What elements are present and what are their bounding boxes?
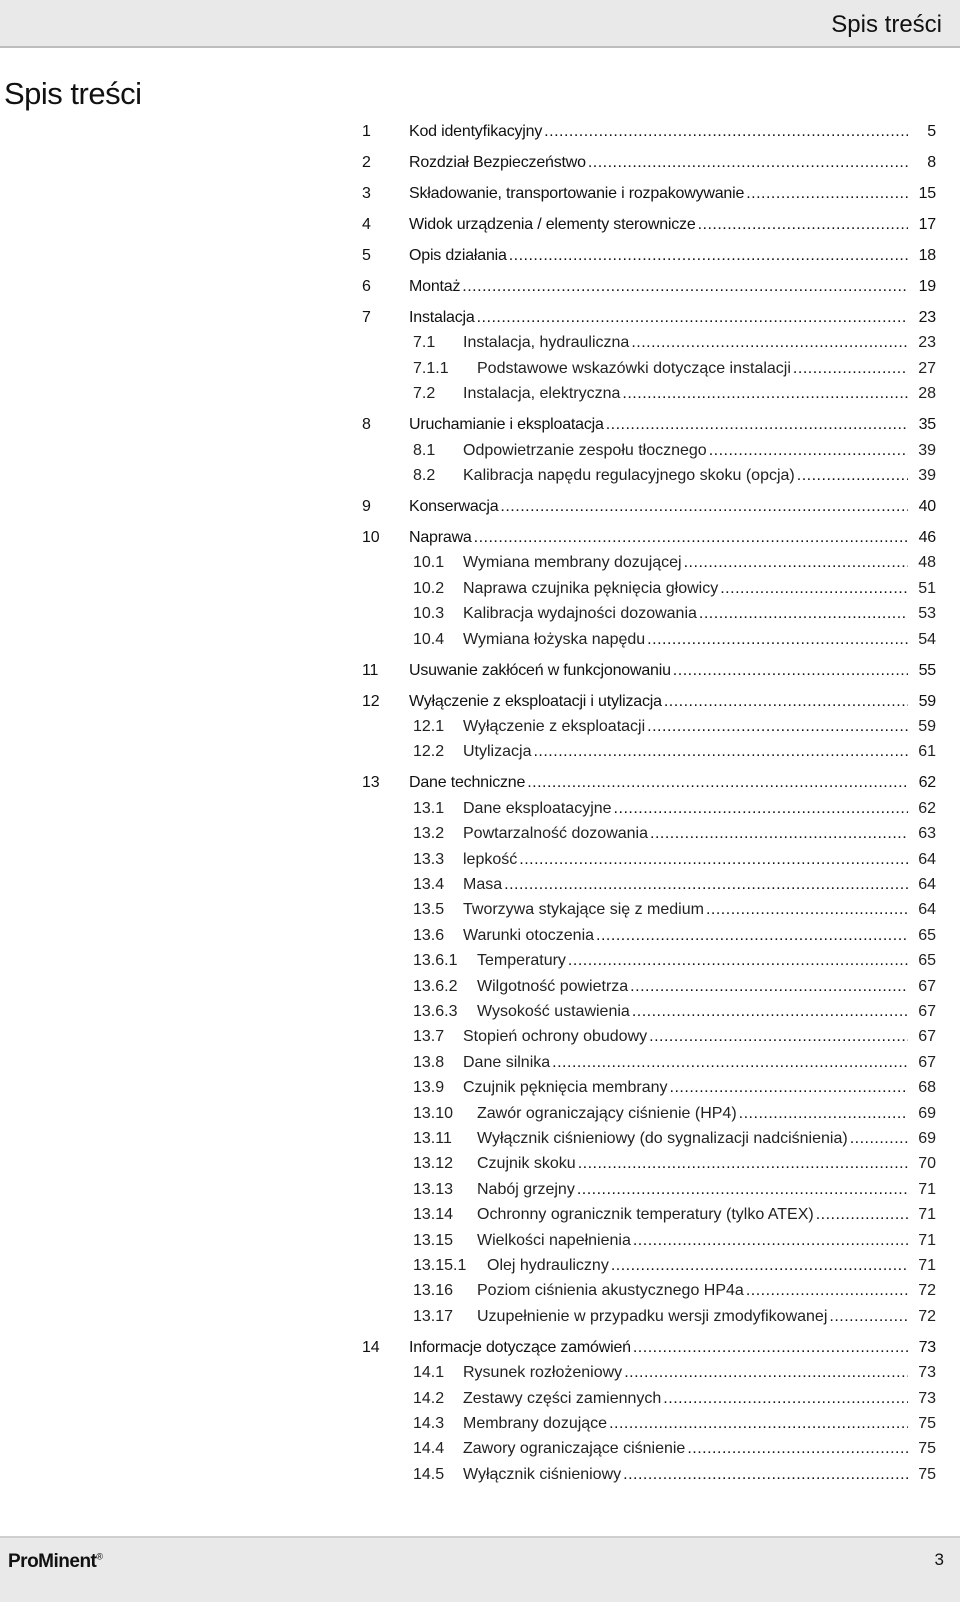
toc-entry-page: 67 bbox=[918, 1054, 936, 1071]
toc-entry-number: 12.1 bbox=[413, 718, 445, 735]
toc-entry[interactable] bbox=[362, 183, 936, 205]
toc-entry-number: 3 bbox=[362, 185, 371, 202]
toc-entry-title: Uzupełnienie w przypadku wersji zmodyfikowanej bbox=[477, 1308, 828, 1325]
dot-leader bbox=[670, 1077, 908, 1099]
toc-entry-page: 71 bbox=[918, 1232, 936, 1249]
toc-entry-number: 8 bbox=[362, 416, 371, 433]
toc-entry-page: 72 bbox=[918, 1308, 936, 1325]
toc-entry-title: Membrany dozujące bbox=[463, 1415, 608, 1432]
toc-entry[interactable] bbox=[362, 578, 936, 600]
dot-leader bbox=[588, 152, 908, 174]
toc-entry-title: Montaż bbox=[409, 278, 461, 295]
toc-entry[interactable] bbox=[362, 660, 936, 682]
toc-entry-number: 9 bbox=[362, 498, 371, 515]
toc-entry[interactable] bbox=[362, 1230, 936, 1252]
toc-entry-page: 69 bbox=[918, 1130, 936, 1147]
toc-entry[interactable] bbox=[362, 899, 936, 921]
toc-entry-title: Rysunek rozłożeniowy bbox=[463, 1364, 623, 1381]
toc-entry[interactable] bbox=[362, 496, 936, 518]
toc-entry-number: 13.15 bbox=[413, 1232, 454, 1249]
toc-entry-number: 14 bbox=[362, 1339, 380, 1356]
dot-leader bbox=[544, 121, 908, 143]
toc-entry[interactable] bbox=[362, 798, 936, 820]
dot-leader bbox=[663, 1388, 908, 1410]
toc-entry-page: 67 bbox=[918, 1003, 936, 1020]
toc-entry-number: 7.1 bbox=[413, 334, 436, 351]
toc-entry-number: 7.2 bbox=[413, 385, 436, 402]
toc-entry[interactable] bbox=[362, 358, 936, 380]
dot-leader bbox=[622, 383, 908, 405]
dot-leader bbox=[527, 772, 908, 794]
toc-entry-page: 28 bbox=[918, 385, 936, 402]
toc-entry-page: 62 bbox=[918, 774, 936, 791]
toc-entry-number: 13.10 bbox=[413, 1105, 454, 1122]
toc-entry-title: Kod identyfikacyjny bbox=[409, 123, 543, 140]
toc-entry-number: 13.15.1 bbox=[413, 1257, 467, 1274]
toc-entry-number: 13.1 bbox=[413, 800, 445, 817]
toc-entry-title: Naprawa bbox=[409, 529, 472, 546]
toc-entry-number: 13.6.3 bbox=[413, 1003, 458, 1020]
toc-entry[interactable] bbox=[362, 1128, 936, 1150]
dot-leader bbox=[552, 1052, 908, 1074]
toc-entry-title: Konserwacja bbox=[409, 498, 499, 515]
toc-entry-page: 65 bbox=[918, 952, 936, 969]
toc-entry-page: 67 bbox=[918, 1028, 936, 1045]
toc-entry-number: 2 bbox=[362, 154, 371, 171]
toc-entry-page: 27 bbox=[918, 360, 936, 377]
toc-entry-title: Dane eksploatacyjne bbox=[463, 800, 612, 817]
dot-leader bbox=[746, 183, 908, 205]
toc-entry[interactable] bbox=[362, 1204, 936, 1226]
dot-leader bbox=[664, 691, 908, 713]
dot-leader bbox=[606, 414, 908, 436]
toc-entry[interactable] bbox=[362, 245, 936, 267]
toc-entry[interactable] bbox=[362, 1052, 936, 1074]
dot-leader bbox=[631, 332, 908, 354]
dot-leader bbox=[462, 276, 908, 298]
toc-entry[interactable] bbox=[362, 691, 936, 713]
toc-entry-page: 73 bbox=[918, 1364, 936, 1381]
toc-entry-title: Odpowietrzanie zespołu tłocznego bbox=[463, 442, 707, 459]
toc-entry-title: Instalacja, elektryczna bbox=[463, 385, 621, 402]
toc-entry-page: 55 bbox=[918, 662, 936, 679]
dot-leader bbox=[500, 496, 908, 518]
toc-entry-title: Instalacja bbox=[409, 309, 475, 326]
dot-leader bbox=[684, 552, 908, 574]
toc-entry-title: Opis działania bbox=[409, 247, 507, 264]
toc-entry[interactable] bbox=[362, 976, 936, 998]
toc-entry-page: 18 bbox=[918, 247, 936, 264]
toc-entry-number: 14.5 bbox=[413, 1466, 445, 1483]
toc-entry-number: 13.12 bbox=[413, 1155, 454, 1172]
toc-entry[interactable] bbox=[362, 465, 936, 487]
dot-leader bbox=[698, 214, 908, 236]
toc-entry-page: 61 bbox=[918, 743, 936, 760]
toc-entry-title: Wyłączenie z eksploatacji bbox=[463, 718, 646, 735]
dot-leader bbox=[816, 1204, 908, 1226]
toc-entry-page: 62 bbox=[918, 800, 936, 817]
toc-entry-page: 75 bbox=[918, 1415, 936, 1432]
dot-leader bbox=[504, 874, 908, 896]
dot-leader bbox=[647, 629, 908, 651]
toc-entry-page: 35 bbox=[918, 416, 936, 433]
toc-entry-number: 7.1.1 bbox=[413, 360, 449, 377]
toc-entry[interactable] bbox=[362, 1103, 936, 1125]
toc-entry-number: 13 bbox=[362, 774, 380, 791]
toc-entry-page: 51 bbox=[918, 580, 936, 597]
toc-entry[interactable] bbox=[362, 1413, 936, 1435]
toc-entry-number: 13.16 bbox=[413, 1282, 454, 1299]
toc-entry[interactable] bbox=[362, 276, 936, 298]
toc-entry[interactable] bbox=[362, 1255, 936, 1277]
toc-entry-title: Instalacja, hydrauliczna bbox=[463, 334, 630, 351]
toc-entry-number: 14.4 bbox=[413, 1440, 445, 1457]
toc-entry-title: Utylizacja bbox=[463, 743, 532, 760]
toc-entry-title: Czujnik pęknięcia membrany bbox=[463, 1079, 668, 1096]
toc-entry-title: Tworzywa stykające się z medium bbox=[463, 901, 704, 918]
toc-entry-page: 72 bbox=[918, 1282, 936, 1299]
toc-entry-title: Informacje dotyczące zamówień bbox=[409, 1339, 631, 1356]
toc-entry-number: 1 bbox=[362, 123, 371, 140]
toc-entry-number: 10.2 bbox=[413, 580, 445, 597]
toc-entry[interactable] bbox=[362, 1362, 936, 1384]
toc-entry-number: 14.1 bbox=[413, 1364, 445, 1381]
toc-entry-page: 53 bbox=[918, 605, 936, 622]
toc-entry-title: Olej hydrauliczny bbox=[487, 1257, 609, 1274]
toc-entry-title: Czujnik skoku bbox=[477, 1155, 576, 1172]
toc-entry-number: 13.5 bbox=[413, 901, 445, 918]
toc-entry-page: 48 bbox=[918, 554, 936, 571]
dot-leader bbox=[650, 823, 908, 845]
toc-entry-number: 8.1 bbox=[413, 442, 436, 459]
dot-leader bbox=[850, 1128, 908, 1150]
toc-entry[interactable] bbox=[362, 772, 936, 794]
toc-entry-page: 73 bbox=[918, 1390, 936, 1407]
toc-entry-number: 13.17 bbox=[413, 1308, 454, 1325]
toc-entry-title: Wielkości napełnienia bbox=[477, 1232, 631, 1249]
toc-entry-title: Rozdział Bezpieczeństwo bbox=[409, 154, 586, 171]
toc-entry[interactable] bbox=[362, 1388, 936, 1410]
toc-entry-number: 14.2 bbox=[413, 1390, 445, 1407]
toc-entry-title: Uruchamianie i eksploatacja bbox=[409, 416, 604, 433]
toc-entry-title: Wyłącznik ciśnieniowy bbox=[463, 1466, 622, 1483]
toc-entry[interactable] bbox=[362, 823, 936, 845]
dot-leader bbox=[699, 603, 908, 625]
toc-entry-page: 17 bbox=[918, 216, 936, 233]
toc-entry-number: 13.8 bbox=[413, 1054, 445, 1071]
toc-entry-number: 13.6 bbox=[413, 927, 445, 944]
toc-entry-title: Dane techniczne bbox=[409, 774, 526, 791]
toc-entry-page: 73 bbox=[918, 1339, 936, 1356]
toc-entry-title: Wyłączenie z eksploatacji i utylizacja bbox=[409, 693, 662, 710]
dot-leader bbox=[739, 1103, 908, 1125]
toc-entry-number: 13.2 bbox=[413, 825, 445, 842]
toc-entry-title: Temperatury bbox=[477, 952, 566, 969]
toc-entry-number: 10.1 bbox=[413, 554, 445, 571]
header-title: Spis treści bbox=[831, 11, 942, 38]
dot-leader bbox=[624, 1362, 908, 1384]
toc-entry-title: Podstawowe wskazówki dotyczące instalacji bbox=[477, 360, 791, 377]
toc-entry-number: 13.9 bbox=[413, 1079, 445, 1096]
toc-entry-page: 23 bbox=[918, 334, 936, 351]
toc-entry[interactable] bbox=[362, 552, 936, 574]
toc-entry-page: 68 bbox=[918, 1079, 936, 1096]
dot-leader bbox=[746, 1280, 908, 1302]
toc-entry-title: Dane silnika bbox=[463, 1054, 551, 1071]
toc-entry-title: Składowanie, transportowanie i rozpakowywanie bbox=[409, 185, 745, 202]
dot-leader bbox=[533, 741, 908, 763]
toc-entry-page: 15 bbox=[918, 185, 936, 202]
toc-entry[interactable] bbox=[362, 414, 936, 436]
toc-entry[interactable] bbox=[362, 307, 936, 329]
toc-entry-page: 64 bbox=[918, 876, 936, 893]
dot-leader bbox=[687, 1438, 908, 1460]
dot-leader bbox=[673, 660, 908, 682]
toc-entry[interactable] bbox=[362, 1280, 936, 1302]
dot-leader bbox=[477, 307, 908, 329]
toc-entry-number: 13.4 bbox=[413, 876, 445, 893]
toc-entry-title: Kalibracja wydajności dozowania bbox=[463, 605, 697, 622]
toc-entry-number: 6 bbox=[362, 278, 371, 295]
toc-entry-number: 10.3 bbox=[413, 605, 445, 622]
toc-entry-page: 40 bbox=[918, 498, 936, 515]
toc-entry-page: 46 bbox=[918, 529, 936, 546]
dot-leader bbox=[793, 358, 908, 380]
toc-entry-page: 39 bbox=[918, 467, 936, 484]
toc-entry-number: 13.13 bbox=[413, 1181, 454, 1198]
toc-entry-page: 59 bbox=[918, 693, 936, 710]
prominent-logo bbox=[8, 1551, 103, 1573]
toc-entry-number: 4 bbox=[362, 216, 371, 233]
toc-entry-number: 10.4 bbox=[413, 631, 445, 648]
toc-entry-page: 8 bbox=[927, 154, 936, 171]
toc-entry[interactable] bbox=[362, 716, 936, 738]
toc-entry-number: 8.2 bbox=[413, 467, 436, 484]
toc-entry[interactable] bbox=[362, 1179, 936, 1201]
dot-leader bbox=[474, 527, 908, 549]
toc-entry[interactable] bbox=[362, 1464, 936, 1486]
dot-leader bbox=[519, 849, 908, 871]
toc-entry[interactable] bbox=[362, 152, 936, 174]
dot-leader bbox=[578, 1153, 908, 1175]
toc-entry[interactable] bbox=[362, 629, 936, 651]
toc-entry-page: 71 bbox=[918, 1181, 936, 1198]
toc-entry-page: 69 bbox=[918, 1105, 936, 1122]
toc-entry-title: Ochronny ogranicznik temperatury (tylko ATEX) bbox=[477, 1206, 814, 1223]
toc-entry-page: 70 bbox=[918, 1155, 936, 1172]
footer-bar bbox=[0, 1536, 960, 1602]
dot-leader bbox=[647, 716, 908, 738]
toc-entry[interactable] bbox=[362, 1337, 936, 1359]
toc-entry[interactable] bbox=[362, 214, 936, 236]
dot-leader bbox=[706, 899, 908, 921]
toc-entry-page: 63 bbox=[918, 825, 936, 842]
logo-text: ProMinent bbox=[8, 1551, 97, 1572]
toc-entry-number: 10 bbox=[362, 529, 380, 546]
toc-entry-number: 13.3 bbox=[413, 851, 445, 868]
toc-entry-title: Poziom ciśnienia akustycznego HP4a bbox=[477, 1282, 744, 1299]
toc-entry-number: 7 bbox=[362, 309, 371, 326]
toc-entry[interactable] bbox=[362, 950, 936, 972]
page-title: Spis treści bbox=[4, 76, 142, 111]
toc-entry[interactable] bbox=[362, 849, 936, 871]
toc-entry-number: 13.6.2 bbox=[413, 978, 458, 995]
dot-leader bbox=[829, 1306, 908, 1328]
toc-entry-title: Stopień ochrony obudowy bbox=[463, 1028, 648, 1045]
toc-entry[interactable] bbox=[362, 332, 936, 354]
toc-entry[interactable] bbox=[362, 1438, 936, 1460]
dot-leader bbox=[568, 950, 908, 972]
toc-entry-number: 14.3 bbox=[413, 1415, 445, 1432]
toc-entry[interactable] bbox=[362, 1077, 936, 1099]
toc-entry-page: 5 bbox=[927, 123, 936, 140]
toc-entry-title: Wyłącznik ciśnieniowy (do sygnalizacji nadciśnienia) bbox=[477, 1130, 848, 1147]
toc-entry-title: Wymiana łożyska napędu bbox=[463, 631, 646, 648]
toc-entry[interactable] bbox=[362, 1306, 936, 1328]
dot-leader bbox=[797, 465, 908, 487]
toc-entry-number: 13.7 bbox=[413, 1028, 445, 1045]
dot-leader bbox=[630, 976, 908, 998]
toc-entry-number: 11 bbox=[362, 662, 379, 679]
toc-entry-title: Naprawa czujnika pęknięcia głowicy bbox=[463, 580, 719, 597]
toc-entry-page: 64 bbox=[918, 851, 936, 868]
dot-leader bbox=[633, 1337, 908, 1359]
dot-leader bbox=[611, 1255, 908, 1277]
page-number: 3 bbox=[934, 1550, 944, 1569]
toc-entry-title: Usuwanie zakłóceń w funkcjonowaniu bbox=[409, 662, 671, 679]
toc-entry-page: 75 bbox=[918, 1440, 936, 1457]
dot-leader bbox=[633, 1230, 908, 1252]
toc-entry-title: Zawór ograniczający ciśnienie (HP4) bbox=[477, 1105, 737, 1122]
registered-mark: ® bbox=[96, 1551, 103, 1562]
toc-entry-title: Wymiana membrany dozującej bbox=[463, 554, 682, 571]
toc-entry[interactable] bbox=[362, 1153, 936, 1175]
dot-leader bbox=[632, 1001, 908, 1023]
toc-entry-page: 65 bbox=[918, 927, 936, 944]
toc-entry-number: 13.11 bbox=[413, 1130, 452, 1147]
toc-entry-number: 13.14 bbox=[413, 1206, 454, 1223]
toc-entry-page: 59 bbox=[918, 718, 936, 735]
toc-entry[interactable] bbox=[362, 121, 936, 143]
toc-entry[interactable] bbox=[362, 527, 936, 549]
toc-entry-title: Wilgotność powietrza bbox=[477, 978, 629, 995]
dot-leader bbox=[623, 1464, 908, 1486]
toc-entry-title: Zestawy części zamiennych bbox=[463, 1390, 662, 1407]
toc-entry-page: 67 bbox=[918, 978, 936, 995]
dot-leader bbox=[709, 440, 908, 462]
toc-entry-title: Nabój grzejny bbox=[477, 1181, 575, 1198]
toc-entry-title: Kalibracja napędu regulacyjnego skoku (opcja) bbox=[463, 467, 795, 484]
toc-entry-number: 12 bbox=[362, 693, 380, 710]
toc-entry-title: Masa bbox=[463, 876, 503, 893]
toc-entry-number: 13.6.1 bbox=[413, 952, 458, 969]
dot-leader bbox=[509, 245, 908, 267]
toc-entry-page: 39 bbox=[918, 442, 936, 459]
dot-leader bbox=[596, 925, 908, 947]
toc-entry-title: Zawory ograniczające ciśnienie bbox=[463, 1440, 686, 1457]
toc-entry[interactable] bbox=[362, 1026, 936, 1048]
toc-entry-page: 19 bbox=[918, 278, 936, 295]
toc-entry-number: 12.2 bbox=[413, 743, 445, 760]
toc-entry-page: 71 bbox=[918, 1257, 936, 1274]
dot-leader bbox=[614, 798, 908, 820]
toc-entry-page: 75 bbox=[918, 1466, 936, 1483]
toc-entry[interactable] bbox=[362, 440, 936, 462]
toc-entry[interactable] bbox=[362, 741, 936, 763]
toc-entry-title: lepkość bbox=[463, 851, 518, 868]
toc-entry-title: Powtarzalność dozowania bbox=[463, 825, 648, 842]
toc-entry[interactable] bbox=[362, 925, 936, 947]
toc-entry[interactable] bbox=[362, 383, 936, 405]
toc-entry[interactable] bbox=[362, 874, 936, 896]
toc-entry-title: Wysokość ustawienia bbox=[477, 1003, 630, 1020]
toc-entry[interactable] bbox=[362, 603, 936, 625]
dot-leader bbox=[609, 1413, 908, 1435]
toc-entry-page: 23 bbox=[918, 309, 936, 326]
toc-entry-number: 5 bbox=[362, 247, 371, 264]
toc-entry-page: 64 bbox=[918, 901, 936, 918]
toc-entry-page: 54 bbox=[918, 631, 936, 648]
dot-leader bbox=[720, 578, 908, 600]
dot-leader bbox=[577, 1179, 908, 1201]
toc-entry[interactable] bbox=[362, 1001, 936, 1023]
toc-entry-title: Warunki otoczenia bbox=[463, 927, 595, 944]
toc-entry-title: Widok urządzenia / elementy sterownicze bbox=[409, 216, 696, 233]
toc-entry-page: 71 bbox=[918, 1206, 936, 1223]
dot-leader bbox=[649, 1026, 908, 1048]
